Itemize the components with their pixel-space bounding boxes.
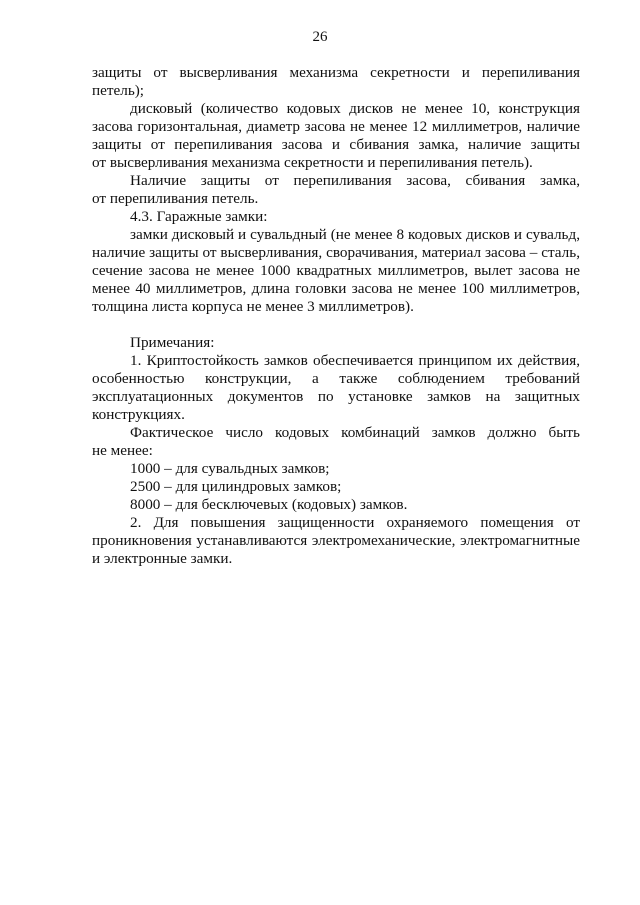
page-number: 26 — [312, 29, 328, 45]
list-item: 2500 – для цилиндровых замков; — [130, 478, 342, 495]
text-line: не менее: — [92, 442, 153, 459]
text-line: наличие защиты от высверливания, сворачивания, материал засова – сталь, — [92, 244, 580, 261]
text-line: толщина листа корпуса не менее 3 миллиметров). — [92, 298, 414, 315]
text-line: проникновения устанавливаются электромеханические, электромагнитные — [92, 532, 580, 549]
text-line: от перепиливания петель. — [92, 190, 259, 207]
text-line: защиты от перепиливания засова и сбивания замка, наличие защиты — [92, 136, 580, 153]
text-line: эксплуатационных документов по установке замков на защитных — [92, 388, 580, 405]
text-line: от высверливания механизма секретности и перепиливания петель). — [92, 154, 533, 171]
notes-heading: Примечания: — [130, 334, 215, 351]
text-line: 2. Для повышения защищенности охраняемого помещения от — [130, 514, 580, 531]
text-line: менее 40 миллиметров, длина головки засова не менее 100 миллиметров, — [92, 280, 580, 297]
section-heading: 4.3. Гаражные замки: — [130, 208, 268, 225]
text-line: Наличие защиты от перепиливания засова, сбивания замка, — [130, 172, 580, 189]
text-line: защиты от высверливания механизма секретности и перепиливания — [92, 64, 580, 81]
text-line: сечение засова не менее 1000 квадратных миллиметров, вылет засова не — [92, 262, 580, 279]
text-line: петель); — [92, 82, 145, 99]
text-line: Фактическое число кодовых комбинаций замков должно быть — [130, 424, 580, 441]
text-line: и электронные замки. — [92, 550, 233, 567]
text-line: особенностью конструкции, а также соблюдением требований — [92, 370, 580, 387]
text-line: дисковый (количество кодовых дисков не менее 10, конструкция — [130, 100, 580, 117]
list-item: 1000 – для сувальдных замков; — [130, 460, 330, 477]
text-line: замки дисковый и сувальдный (не менее 8 кодовых дисков и сувальд, — [130, 226, 580, 243]
text-line: конструкциях. — [92, 406, 185, 423]
text-line: 1. Криптостойкость замков обеспечивается принципом их действия, — [130, 352, 580, 369]
text-line: засова горизонтальная, диаметр засова не менее 12 миллиметров, наличие — [92, 118, 580, 135]
list-item: 8000 – для бесключевых (кодовых) замков. — [130, 496, 408, 513]
